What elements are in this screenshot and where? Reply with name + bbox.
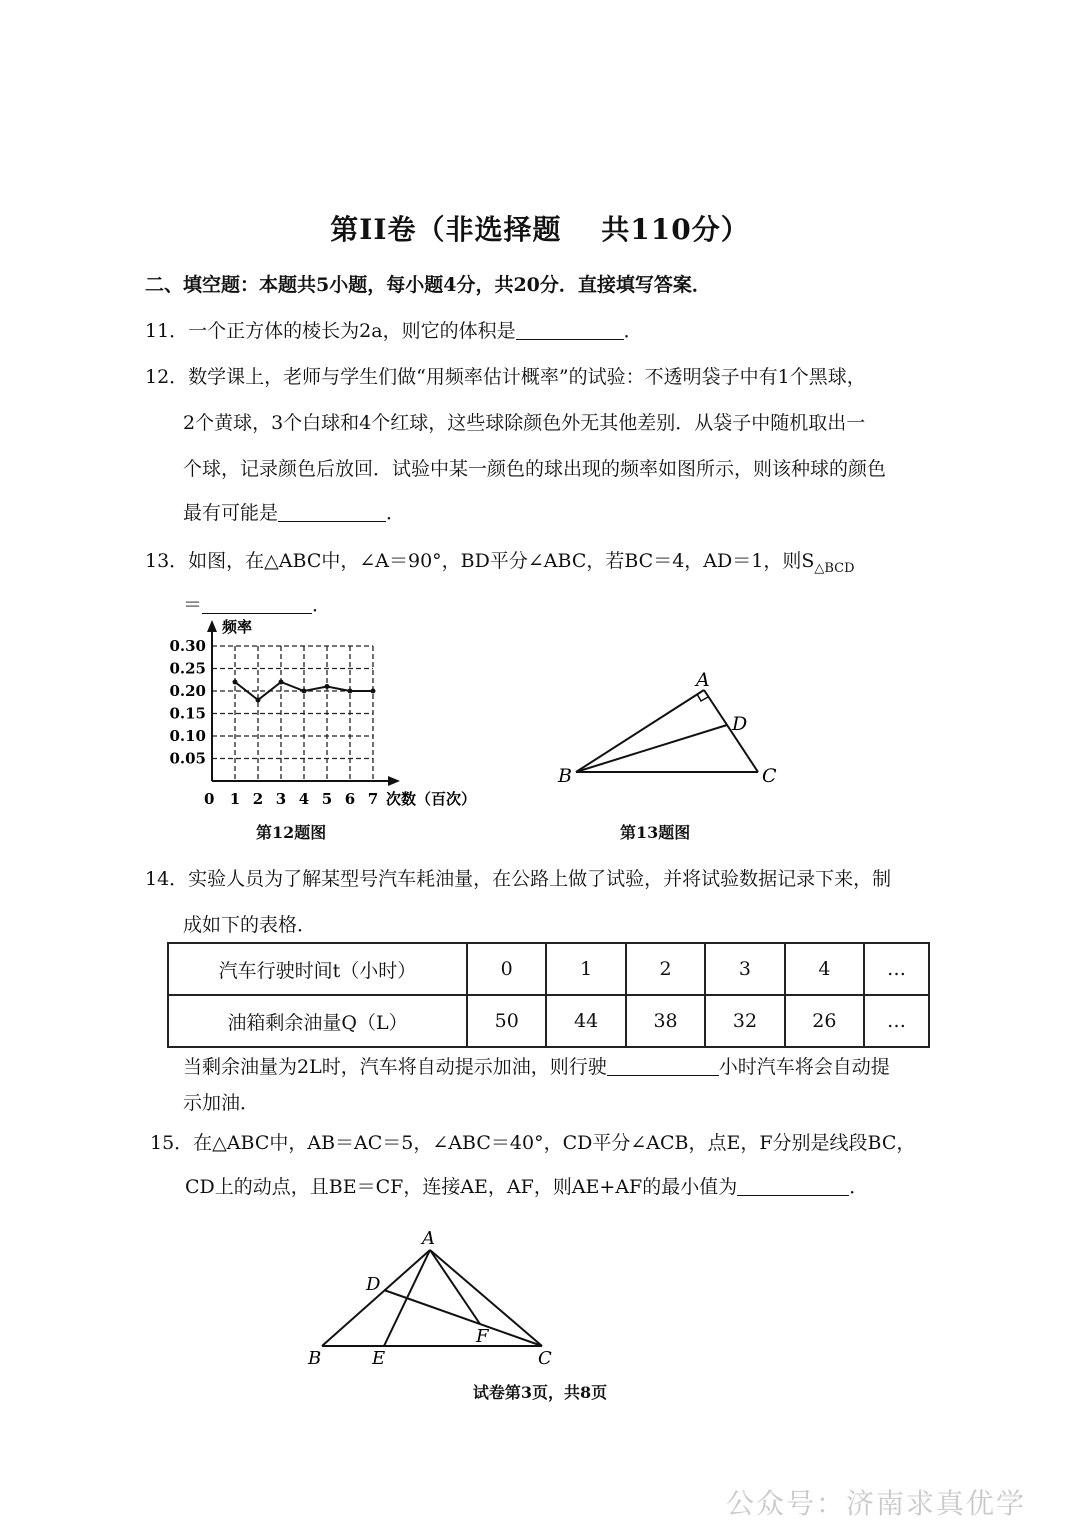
data-point — [279, 680, 284, 685]
segment-ab — [322, 1250, 430, 1346]
table-cell: 油箱剩余油量Q（L） — [168, 995, 467, 1047]
label-a: A — [696, 669, 710, 691]
watermark: 公众号：济南求真优学 — [726, 1487, 1027, 1520]
label-b: B — [558, 765, 572, 787]
y-axis-label: 频率 — [222, 618, 253, 636]
answer-blank-12[interactable] — [278, 502, 386, 522]
table-cell: … — [864, 943, 929, 995]
question-12-line-3: 个球，记录颜色后放回．试验中某一颜色的球出现的频率如图所示，则该种球的颜色 — [183, 458, 887, 480]
table-cell: 38 — [626, 995, 705, 1047]
table-cell: 4 — [785, 943, 864, 995]
data-point — [302, 689, 307, 694]
table-cell: 0 — [467, 943, 546, 995]
question-12-line-2: 2个黄球，3个白球和4个红球，这些球除颜色外无其他差别．从袋子中随机取出一 — [183, 412, 866, 434]
label-a: A — [422, 1228, 435, 1249]
y-tick-label: 0.30 — [169, 637, 206, 655]
page-footer: 试卷第3页，共8页 — [472, 1383, 608, 1402]
table-cell: 汽车行驶时间t（小时） — [168, 943, 467, 995]
segment-ba — [576, 690, 704, 772]
question-15-line-1: 15．在△ABC中，AB＝AC＝5，∠ABC＝40°，CD平分∠ACB，点E，F分别是线段BC， — [150, 1132, 916, 1154]
y-tick-label: 0.05 — [169, 749, 206, 768]
segment-ae — [384, 1250, 430, 1346]
data-point — [371, 689, 376, 694]
x-tick-label: 5 — [321, 790, 333, 808]
chart-grid — [212, 646, 373, 781]
answer-blank-11[interactable] — [516, 320, 624, 340]
question-11-text: 11．一个正方体的棱长为2a，则它的体积是 — [145, 320, 516, 342]
section-title: 第II卷（非选择题 共110分） — [330, 213, 750, 246]
x-tick-label: 1 — [229, 790, 241, 808]
label-c: C — [762, 765, 777, 787]
figure-13-caption: 第13题图 — [620, 823, 691, 842]
x-tick-label: 4 — [298, 790, 310, 808]
question-14-line-2: 成如下的表格． — [183, 914, 317, 936]
table-cell: 1 — [546, 943, 625, 995]
label-b: B — [308, 1348, 322, 1369]
label-e: E — [372, 1348, 386, 1369]
label-c: C — [538, 1348, 552, 1369]
question-12-line-4: 最有可能是 ． — [183, 502, 406, 524]
answer-blank-15[interactable] — [737, 1176, 849, 1196]
x-axis-arrow — [388, 776, 400, 786]
segment-ac — [704, 690, 758, 772]
answer-blank-14[interactable] — [607, 1056, 719, 1076]
origin-label: 0 — [204, 790, 215, 808]
y-tick-label: 0.25 — [169, 659, 206, 678]
question-11: 11．一个正方体的棱长为2a，则它的体积是 ． — [145, 320, 643, 342]
table-row — [168, 943, 929, 995]
data-point — [348, 689, 353, 694]
figure-15-triangle — [300, 1228, 570, 1378]
question-14-line-1: 14．实验人员为了解某型号汽车耗油量，在公路上做了试验，并将试验数据记录下来，制 — [145, 868, 892, 890]
answer-blank-13[interactable] — [202, 594, 312, 614]
label-d: D — [732, 713, 748, 735]
question-15-line-2: CD上的动点，且BE＝CF，连接AE，AF，则AE+AF的最小值为 ． — [185, 1176, 869, 1198]
y-tick-label: 0.15 — [169, 704, 206, 723]
y-tick-label: 0.20 — [169, 682, 206, 700]
question-13-line-1: 13．如图，在△ABC中，∠A＝90°，BD平分∠ABC，若BC＝4，AD＝1，则$S_{\triangle BCD}$ — [145, 550, 855, 576]
data-point — [256, 698, 261, 703]
table-cell: 26 — [785, 995, 864, 1047]
figure-12-caption: 第12题图 — [256, 823, 327, 842]
label-f: F — [476, 1326, 489, 1347]
y-axis-arrow — [207, 620, 217, 632]
label-d: D — [366, 1274, 381, 1295]
y-tick-label: 0.10 — [169, 727, 206, 745]
fuel-data-table — [167, 942, 930, 1048]
x-tick-label: 3 — [275, 790, 287, 808]
x-tick-label: 7 — [367, 790, 379, 808]
table-cell: 44 — [546, 995, 625, 1047]
segment-bd — [576, 725, 727, 772]
figure-13-triangle — [550, 662, 790, 792]
table-cell: … — [864, 995, 929, 1047]
table-row — [168, 995, 929, 1047]
table-cell: 32 — [705, 995, 784, 1047]
x-tick-label: 2 — [252, 790, 264, 808]
data-point — [325, 684, 330, 689]
question-14-line-3: 当剩余油量为2L时，汽车将自动提示加油，则行驶 小时汽车将会自动提 — [183, 1056, 890, 1078]
question-14-line-4: 示加油． — [183, 1092, 260, 1114]
table-cell: 3 — [705, 943, 784, 995]
section-heading: 二、填空题：本题共5小题，每小题4分，共20分．直接填写答案． — [145, 274, 711, 296]
frequency-chart — [160, 612, 490, 817]
table-cell: 2 — [626, 943, 705, 995]
question-12-line-1: 12．数学课上，老师与学生们做“用频率估计概率”的试验：不透明袋子中有1个黑球， — [145, 366, 866, 388]
data-point — [233, 680, 238, 685]
question-13-line-2: ＝ ． — [183, 594, 332, 616]
table-cell: 50 — [467, 995, 546, 1047]
x-tick-label: 6 — [344, 790, 356, 808]
x-axis-label: 次数（百次） — [386, 790, 477, 808]
